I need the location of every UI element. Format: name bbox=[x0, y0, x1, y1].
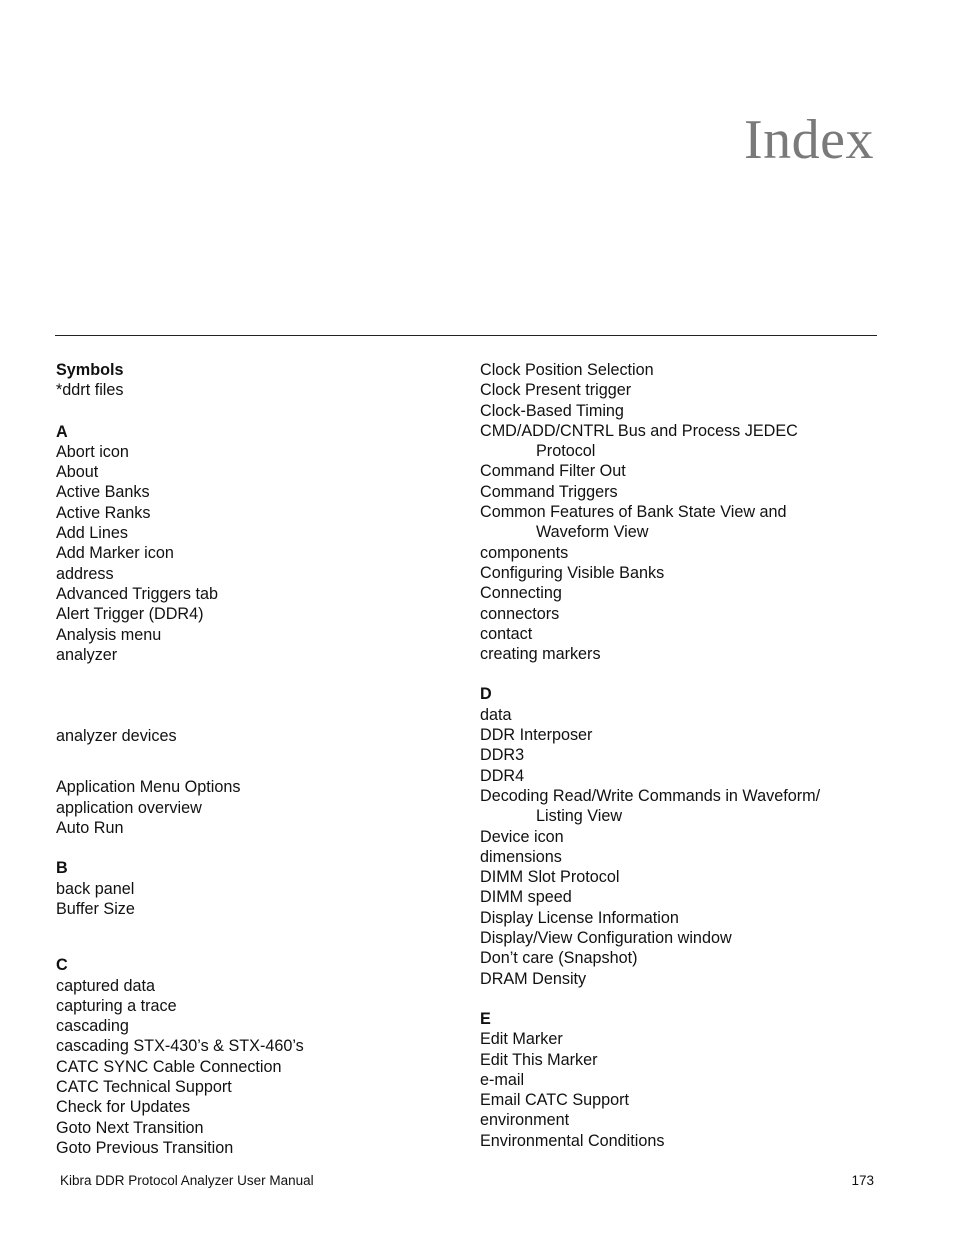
index-entry bbox=[480, 827, 880, 847]
entry-text: Connecting bbox=[480, 584, 562, 603]
entry-text: CATC SYNC Cable Connection bbox=[56, 1057, 282, 1076]
entry-text: back panel bbox=[56, 879, 135, 898]
entry-text: Common Features of Bank State View and bbox=[480, 503, 787, 522]
index-entry bbox=[56, 442, 446, 462]
index-entry bbox=[480, 928, 880, 948]
index-entry bbox=[480, 867, 880, 887]
entry-text: About bbox=[56, 463, 99, 482]
entry-text: Display License Information bbox=[480, 908, 679, 927]
index-entry bbox=[480, 1050, 880, 1070]
entry-text: DIMM Slot Protocol bbox=[480, 868, 620, 887]
entry-text: Alert Trigger (DDR4) bbox=[56, 605, 204, 624]
index-entry bbox=[56, 818, 446, 838]
entry-text: Abort icon bbox=[56, 442, 129, 461]
entry-text: Auto Run bbox=[56, 819, 124, 838]
entry-text: application overview bbox=[56, 798, 202, 817]
entry-text: Check for Updates bbox=[56, 1098, 191, 1117]
index-section-heading bbox=[56, 955, 446, 975]
entry-text: Edit This Marker bbox=[480, 1050, 598, 1069]
index-entry bbox=[56, 482, 446, 502]
entry-text: Active Ranks bbox=[56, 503, 151, 522]
section-letter: C bbox=[56, 956, 68, 975]
index-entry bbox=[56, 1077, 446, 1097]
index-entry bbox=[480, 624, 880, 644]
index-entry bbox=[480, 1070, 880, 1090]
entry-text: Decoding Read/Write Commands in Waveform/ bbox=[480, 786, 821, 805]
index-entry bbox=[56, 1057, 446, 1077]
index-entry bbox=[480, 502, 880, 543]
entry-text: capturing a trace bbox=[56, 996, 177, 1015]
entry-text: Don’t care (Snapshot) bbox=[480, 949, 638, 968]
entry-text: Environmental Conditions bbox=[480, 1131, 665, 1150]
entry-text: DDR4 bbox=[480, 766, 525, 785]
index-entry bbox=[480, 766, 880, 786]
index-entry bbox=[480, 745, 880, 765]
index-entry bbox=[56, 879, 446, 899]
index-entry bbox=[480, 847, 880, 867]
index-section-heading bbox=[56, 858, 446, 878]
index-section-heading bbox=[480, 1009, 880, 1029]
entry-text: Advanced Triggers tab bbox=[56, 584, 218, 603]
entry-text: connectors bbox=[480, 604, 560, 623]
entry-text: components bbox=[480, 543, 569, 562]
entry-text: DDR3 bbox=[480, 746, 525, 765]
index-entry bbox=[480, 461, 880, 481]
index-entry bbox=[480, 786, 880, 827]
index-entry bbox=[56, 976, 446, 996]
entry-text: DDR Interposer bbox=[480, 726, 593, 745]
index-entry bbox=[480, 969, 880, 989]
index-entry bbox=[56, 380, 446, 400]
index-entry bbox=[480, 705, 880, 725]
index-entry bbox=[56, 625, 446, 645]
entry-continuation: Listing View bbox=[536, 807, 623, 826]
index-entry bbox=[480, 360, 880, 380]
index-entry bbox=[56, 503, 446, 523]
index-entry bbox=[56, 584, 446, 604]
index-section-heading bbox=[56, 422, 446, 442]
entry-text: Clock Position Selection bbox=[480, 361, 654, 379]
index-entry bbox=[56, 564, 446, 584]
index-entry bbox=[480, 583, 880, 603]
index-entry bbox=[480, 543, 880, 563]
entry-text: Goto Previous Transition bbox=[56, 1138, 234, 1157]
index-section-heading bbox=[56, 360, 446, 380]
footer-manual-title: Kibra DDR Protocol Analyzer User Manual bbox=[60, 1173, 314, 1188]
index-entry bbox=[480, 482, 880, 502]
entry-continuation: Protocol bbox=[536, 442, 596, 461]
section-letter: B bbox=[56, 859, 68, 878]
index-section-heading bbox=[480, 684, 880, 704]
index-entry bbox=[480, 1090, 880, 1110]
entry-text: Application Menu Options bbox=[56, 778, 241, 797]
index-entry bbox=[480, 380, 880, 400]
entry-text: captured data bbox=[56, 976, 155, 995]
entry-text: Command Filter Out bbox=[480, 462, 626, 481]
section-letter: Symbols bbox=[56, 361, 124, 379]
entry-text: Goto Next Transition bbox=[56, 1118, 204, 1137]
index-entry bbox=[56, 543, 446, 563]
index-entry bbox=[56, 1016, 446, 1036]
entry-text: Email CATC Support bbox=[480, 1091, 630, 1110]
index-entry bbox=[56, 1097, 446, 1117]
index-entry bbox=[56, 462, 446, 482]
index-entry bbox=[56, 1138, 446, 1158]
entry-text: analyzer bbox=[56, 645, 118, 664]
index-entry bbox=[56, 996, 446, 1016]
footer-page-number: 173 bbox=[851, 1173, 874, 1188]
index-entry bbox=[480, 421, 880, 462]
index-entry bbox=[56, 1036, 446, 1056]
index-entry bbox=[56, 523, 446, 543]
index-entry bbox=[480, 887, 880, 907]
index-entry bbox=[480, 604, 880, 624]
entry-text: CATC Technical Support bbox=[56, 1078, 232, 1097]
index-entry bbox=[480, 908, 880, 928]
index-entry bbox=[480, 948, 880, 968]
entry-text: environment bbox=[480, 1111, 570, 1130]
index-entry bbox=[480, 401, 880, 421]
entry-text: Clock Present trigger bbox=[480, 381, 632, 400]
index-entry bbox=[480, 1029, 880, 1049]
section-letter: E bbox=[480, 1009, 491, 1028]
entry-text: Command Triggers bbox=[480, 482, 618, 501]
entry-text: dimensions bbox=[480, 847, 562, 866]
entry-text: Edit Marker bbox=[480, 1030, 563, 1049]
index-entry bbox=[56, 604, 446, 624]
index-entry bbox=[480, 563, 880, 583]
index-entry bbox=[56, 777, 446, 797]
entry-text: Display/View Configuration window bbox=[480, 929, 732, 948]
entry-continuation: Waveform View bbox=[536, 523, 649, 542]
header-rule bbox=[55, 335, 877, 336]
index-entry bbox=[480, 1131, 880, 1151]
index-entry bbox=[56, 1118, 446, 1138]
index-entry bbox=[480, 725, 880, 745]
entry-text: Buffer Size bbox=[56, 899, 135, 918]
entry-text: creating markers bbox=[480, 645, 601, 664]
entry-text: cascading STX-430’s & STX-460’s bbox=[56, 1037, 304, 1056]
index-entry bbox=[480, 644, 880, 664]
entry-text: address bbox=[56, 564, 114, 583]
entry-text: Add Marker icon bbox=[56, 544, 174, 563]
index-entry bbox=[56, 726, 446, 746]
entry-text: Analysis menu bbox=[56, 625, 162, 644]
index-entry bbox=[56, 899, 446, 919]
entry-text: CMD/ADD/CNTRL Bus and Process JEDEC bbox=[480, 421, 798, 440]
entry-text: data bbox=[480, 705, 512, 724]
entry-text: DIMM speed bbox=[480, 888, 572, 907]
index-entry bbox=[56, 645, 446, 665]
entry-text: Configuring Visible Banks bbox=[480, 563, 665, 582]
page-title: Index bbox=[743, 109, 874, 171]
entry-text: Active Banks bbox=[56, 483, 150, 502]
entry-text: contact bbox=[480, 624, 533, 643]
index-entry bbox=[480, 1110, 880, 1130]
section-letter: A bbox=[56, 422, 68, 441]
entry-text: e-mail bbox=[480, 1070, 525, 1089]
entry-text: DRAM Density bbox=[480, 969, 587, 988]
index-column-right bbox=[480, 360, 880, 1151]
entry-text: Clock-Based Timing bbox=[480, 401, 624, 420]
entry-text: analyzer devices bbox=[56, 727, 177, 746]
entry-text: Device icon bbox=[480, 827, 564, 846]
entry-text: *ddrt files bbox=[56, 381, 124, 400]
index-entry bbox=[56, 798, 446, 818]
entry-text: cascading bbox=[56, 1017, 129, 1036]
section-letter: D bbox=[480, 685, 492, 704]
entry-text: Add Lines bbox=[56, 524, 128, 543]
index-column-left bbox=[56, 360, 446, 1158]
